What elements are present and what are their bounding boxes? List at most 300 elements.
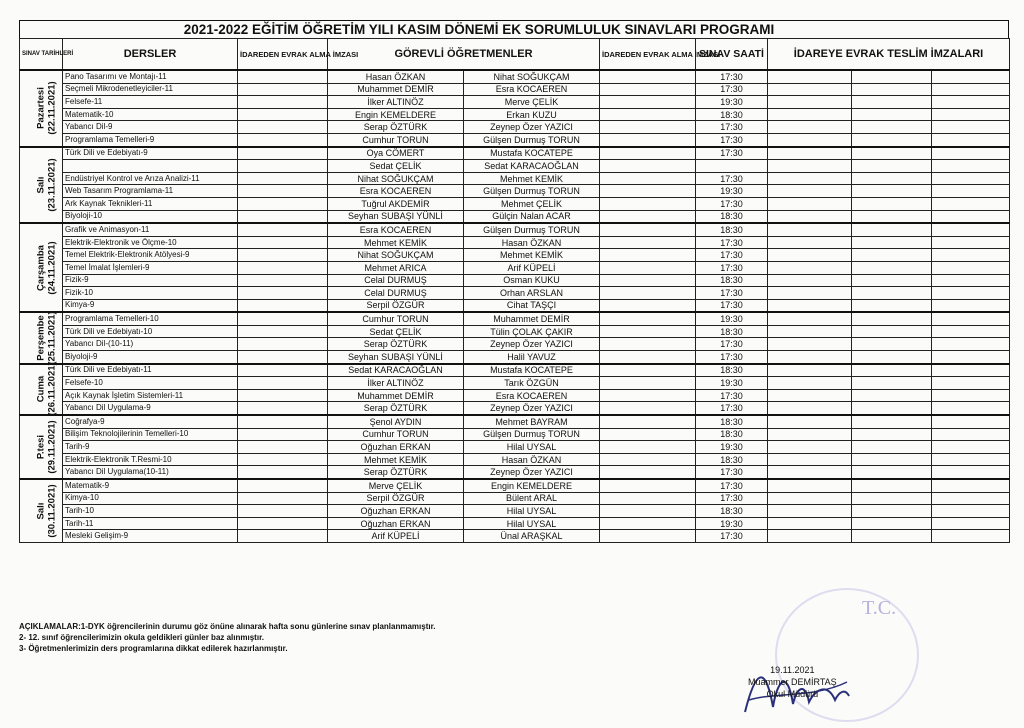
- delivery-signature-cell-3[interactable]: [932, 133, 1010, 146]
- delivery-signature-cell-1[interactable]: [768, 249, 852, 262]
- teacher-2-cell: Esra KOCAEREN: [464, 389, 600, 402]
- exam-time-cell: 17:30: [696, 147, 768, 160]
- delivery-signature-cell-1[interactable]: [768, 479, 852, 492]
- header-lessons: DERSLER: [63, 39, 238, 71]
- schedule-table: [19, 38, 1010, 543]
- delivery-signature-cell-3[interactable]: [932, 338, 1010, 351]
- exam-time-cell: 18:30: [696, 415, 768, 428]
- table-row: [20, 338, 1010, 351]
- delivery-signature-cell-3[interactable]: [932, 517, 1010, 530]
- pickup-signature-cell-1[interactable]: [238, 364, 328, 377]
- table-header-row: [20, 39, 1010, 71]
- delivery-signature-cell-1[interactable]: [768, 441, 852, 454]
- delivery-signature-cell-1[interactable]: [768, 121, 852, 134]
- pickup-signature-cell-1[interactable]: [238, 160, 328, 173]
- delivery-signature-cell-2[interactable]: [852, 389, 932, 402]
- pickup-signature-cell-2[interactable]: [600, 197, 696, 210]
- pickup-signature-cell-2[interactable]: [600, 505, 696, 518]
- delivery-signature-cell-3[interactable]: [932, 210, 1010, 223]
- delivery-signature-cell-1[interactable]: [768, 223, 852, 236]
- page-title: 2021-2022 EĞİTİM ÖĞRETİM YILI KASIM DÖNEMİ EK SORUMLULUK SINAVLARI PROGRAMI: [19, 20, 1009, 38]
- delivery-signature-cell-1[interactable]: [768, 83, 852, 96]
- delivery-signature-cell-1[interactable]: [768, 338, 852, 351]
- delivery-signature-cell-1[interactable]: [768, 185, 852, 198]
- pickup-signature-cell-1[interactable]: [238, 299, 328, 312]
- pickup-signature-cell-1[interactable]: [238, 121, 328, 134]
- delivery-signature-cell-2[interactable]: [852, 402, 932, 415]
- delivery-signature-cell-2[interactable]: [852, 466, 932, 479]
- lesson-cell: Felsefe-10: [63, 377, 238, 390]
- delivery-signature-cell-1[interactable]: [768, 466, 852, 479]
- pickup-signature-cell-1[interactable]: [238, 236, 328, 249]
- lesson-cell: Biyoloji-10: [63, 210, 238, 223]
- exam-time-cell: 19:30: [696, 312, 768, 325]
- exam-time-cell: 19:30: [696, 96, 768, 109]
- teacher-2-cell: Mustafa KOCATEPE: [464, 147, 600, 160]
- delivery-signature-cell-2[interactable]: [852, 453, 932, 466]
- pickup-signature-cell-2[interactable]: [600, 479, 696, 492]
- pickup-signature-cell-2[interactable]: [600, 185, 696, 198]
- delivery-signature-cell-3[interactable]: [932, 249, 1010, 262]
- exam-time-cell: 18:30: [696, 274, 768, 287]
- delivery-signature-cell-3[interactable]: [932, 389, 1010, 402]
- teacher-1-cell: Nihat SOĞUKÇAM: [328, 172, 464, 185]
- teacher-1-cell: Mehmet KEMİK: [328, 453, 464, 466]
- delivery-signature-cell-3[interactable]: [932, 299, 1010, 312]
- pickup-signature-cell-2[interactable]: [600, 351, 696, 364]
- table-row: [20, 147, 1010, 160]
- teacher-1-cell: Merve ÇELİK: [328, 479, 464, 492]
- exam-time-cell: 19:30: [696, 517, 768, 530]
- pickup-signature-cell-1[interactable]: [238, 96, 328, 109]
- delivery-signature-cell-3[interactable]: [932, 172, 1010, 185]
- delivery-signature-cell-2[interactable]: [852, 530, 932, 543]
- delivery-signature-cell-2[interactable]: [852, 287, 932, 300]
- delivery-signature-cell-1[interactable]: [768, 377, 852, 390]
- exam-time-cell: 17:30: [696, 121, 768, 134]
- delivery-signature-cell-2[interactable]: [852, 505, 932, 518]
- delivery-signature-cell-1[interactable]: [768, 236, 852, 249]
- delivery-signature-cell-1[interactable]: [768, 197, 852, 210]
- delivery-signature-cell-3[interactable]: [932, 197, 1010, 210]
- pickup-signature-cell-1[interactable]: [238, 505, 328, 518]
- pickup-signature-cell-2[interactable]: [600, 287, 696, 300]
- lesson-cell: Türk Dili ve Edebiyatı-10: [63, 325, 238, 338]
- pickup-signature-cell-2[interactable]: [600, 249, 696, 262]
- table-row: [20, 453, 1010, 466]
- teacher-2-cell: Zeynep Özer YAZICI: [464, 338, 600, 351]
- pickup-signature-cell-1[interactable]: [238, 338, 328, 351]
- table-row: [20, 197, 1010, 210]
- header-exam-dates: SINAV TARİHLERİ: [20, 39, 63, 71]
- lesson-cell: Tarih-9: [63, 441, 238, 454]
- note-1: 1-DYK öğrencilerinin durumu göz önüne alınarak hafta sonu günlerine sınav planlanmamıştır.: [80, 622, 436, 631]
- exam-time-cell: 17:30: [696, 466, 768, 479]
- delivery-signature-cell-2[interactable]: [852, 236, 932, 249]
- pickup-signature-cell-2[interactable]: [600, 299, 696, 312]
- delivery-signature-cell-3[interactable]: [932, 428, 1010, 441]
- pickup-signature-cell-1[interactable]: [238, 466, 328, 479]
- delivery-signature-cell-1[interactable]: [768, 70, 852, 83]
- lesson-cell: Yabancı Dil-(10-11): [63, 338, 238, 351]
- day-name: Perşembe: [35, 315, 47, 361]
- delivery-signature-cell-2[interactable]: [852, 325, 932, 338]
- delivery-signature-cell-1[interactable]: [768, 210, 852, 223]
- delivery-signature-cell-1[interactable]: [768, 287, 852, 300]
- day-date: (26.11.2021): [46, 362, 58, 417]
- delivery-signature-cell-2[interactable]: [852, 133, 932, 146]
- pickup-signature-cell-1[interactable]: [238, 70, 328, 83]
- delivery-signature-cell-2[interactable]: [852, 274, 932, 287]
- delivery-signature-cell-2[interactable]: [852, 377, 932, 390]
- exam-time-cell: 19:30: [696, 185, 768, 198]
- pickup-signature-cell-2[interactable]: [600, 364, 696, 377]
- pickup-signature-cell-1[interactable]: [238, 172, 328, 185]
- teacher-2-cell: Esra KOCAEREN: [464, 83, 600, 96]
- teacher-1-cell: Serap ÖZTÜRK: [328, 466, 464, 479]
- pickup-signature-cell-2[interactable]: [600, 147, 696, 160]
- delivery-signature-cell-3[interactable]: [932, 70, 1010, 83]
- delivery-signature-cell-3[interactable]: [932, 312, 1010, 325]
- schedule-sheet: [19, 20, 1009, 543]
- delivery-signature-cell-3[interactable]: [932, 236, 1010, 249]
- delivery-signature-cell-3[interactable]: [932, 530, 1010, 543]
- teacher-1-cell: İlker ALTINÖZ: [328, 96, 464, 109]
- pickup-signature-cell-1[interactable]: [238, 287, 328, 300]
- delivery-signature-cell-2[interactable]: [852, 441, 932, 454]
- pickup-signature-cell-2[interactable]: [600, 274, 696, 287]
- pickup-signature-cell-1[interactable]: [238, 249, 328, 262]
- pickup-signature-cell-1[interactable]: [238, 428, 328, 441]
- pickup-signature-cell-1[interactable]: [238, 377, 328, 390]
- pickup-signature-cell-2[interactable]: [600, 466, 696, 479]
- delivery-signature-cell-3[interactable]: [932, 402, 1010, 415]
- table-row: [20, 530, 1010, 543]
- lesson-cell: Kimya-9: [63, 299, 238, 312]
- pickup-signature-cell-2[interactable]: [600, 389, 696, 402]
- delivery-signature-cell-2[interactable]: [852, 197, 932, 210]
- pickup-signature-cell-1[interactable]: [238, 530, 328, 543]
- day-name: Salı: [35, 176, 47, 194]
- pickup-signature-cell-1[interactable]: [238, 261, 328, 274]
- teacher-1-cell: Seyhan SUBAŞI YÜNLİ: [328, 351, 464, 364]
- teacher-1-cell: Hasan ÖZKAN: [328, 70, 464, 83]
- teacher-2-cell: Nihat SOĞUKÇAM: [464, 70, 600, 83]
- delivery-signature-cell-1[interactable]: [768, 517, 852, 530]
- teacher-2-cell: Mehmet BAYRAM: [464, 415, 600, 428]
- teacher-1-cell: Cumhur TORUN: [328, 312, 464, 325]
- teacher-2-cell: Zeynep Özer YAZICI: [464, 466, 600, 479]
- delivery-signature-cell-1[interactable]: [768, 147, 852, 160]
- lesson-cell: Yabancı Dil Uygulama-9: [63, 402, 238, 415]
- delivery-signature-cell-1[interactable]: [768, 351, 852, 364]
- delivery-signature-cell-3[interactable]: [932, 160, 1010, 173]
- pickup-signature-cell-2[interactable]: [600, 108, 696, 121]
- lesson-cell: Web Tasarım Programlama-11: [63, 185, 238, 198]
- delivery-signature-cell-1[interactable]: [768, 299, 852, 312]
- delivery-signature-cell-2[interactable]: [852, 492, 932, 505]
- delivery-signature-cell-3[interactable]: [932, 415, 1010, 428]
- delivery-signature-cell-2[interactable]: [852, 415, 932, 428]
- pickup-signature-cell-2[interactable]: [600, 530, 696, 543]
- exam-time-cell: 19:30: [696, 441, 768, 454]
- delivery-signature-cell-1[interactable]: [768, 505, 852, 518]
- exam-time-cell: 17:30: [696, 172, 768, 185]
- pickup-signature-cell-2[interactable]: [600, 236, 696, 249]
- pickup-signature-cell-2[interactable]: [600, 261, 696, 274]
- delivery-signature-cell-3[interactable]: [932, 185, 1010, 198]
- pickup-signature-cell-1[interactable]: [238, 479, 328, 492]
- pickup-signature-cell-2[interactable]: [600, 415, 696, 428]
- exam-time-cell: 18:30: [696, 428, 768, 441]
- pickup-signature-cell-1[interactable]: [238, 517, 328, 530]
- delivery-signature-cell-1[interactable]: [768, 274, 852, 287]
- pickup-signature-cell-2[interactable]: [600, 453, 696, 466]
- table-row: [20, 133, 1010, 146]
- pickup-signature-cell-1[interactable]: [238, 197, 328, 210]
- delivery-signature-cell-3[interactable]: [932, 441, 1010, 454]
- pickup-signature-cell-2[interactable]: [600, 121, 696, 134]
- day-cell: [20, 70, 63, 147]
- day-label: [36, 158, 58, 211]
- pickup-signature-cell-2[interactable]: [600, 223, 696, 236]
- pickup-signature-cell-1[interactable]: [238, 185, 328, 198]
- exam-time-cell: 17:30: [696, 197, 768, 210]
- delivery-signature-cell-2[interactable]: [852, 210, 932, 223]
- delivery-signature-cell-2[interactable]: [852, 172, 932, 185]
- pickup-signature-cell-2[interactable]: [600, 83, 696, 96]
- pickup-signature-cell-1[interactable]: [238, 415, 328, 428]
- teacher-2-cell: Arif KÜPELİ: [464, 261, 600, 274]
- teacher-2-cell: Erkan KUZU: [464, 108, 600, 121]
- day-label: [36, 241, 58, 294]
- delivery-signature-cell-1[interactable]: [768, 389, 852, 402]
- delivery-signature-cell-2[interactable]: [852, 428, 932, 441]
- teacher-1-cell: Sedat KARACAOĞLAN: [328, 364, 464, 377]
- pickup-signature-cell-1[interactable]: [238, 133, 328, 146]
- delivery-signature-cell-2[interactable]: [852, 121, 932, 134]
- delivery-signature-cell-3[interactable]: [932, 108, 1010, 121]
- pickup-signature-cell-2[interactable]: [600, 517, 696, 530]
- pickup-signature-cell-1[interactable]: [238, 441, 328, 454]
- teacher-2-cell: Orhan ARSLAN: [464, 287, 600, 300]
- exam-time-cell: 17:30: [696, 299, 768, 312]
- delivery-signature-cell-2[interactable]: [852, 147, 932, 160]
- pickup-signature-cell-2[interactable]: [600, 377, 696, 390]
- delivery-signature-cell-3[interactable]: [932, 121, 1010, 134]
- delivery-signature-cell-1[interactable]: [768, 108, 852, 121]
- teacher-2-cell: Hilal UYSAL: [464, 505, 600, 518]
- delivery-signature-cell-2[interactable]: [852, 223, 932, 236]
- pickup-signature-cell-1[interactable]: [238, 351, 328, 364]
- delivery-signature-cell-3[interactable]: [932, 223, 1010, 236]
- teacher-2-cell: Engin KEMELDERE: [464, 479, 600, 492]
- lesson-cell: Mesleki Gelişim-9: [63, 530, 238, 543]
- delivery-signature-cell-2[interactable]: [852, 479, 932, 492]
- pickup-signature-cell-1[interactable]: [238, 108, 328, 121]
- teacher-2-cell: Hilal UYSAL: [464, 517, 600, 530]
- table-row: [20, 505, 1010, 518]
- pickup-signature-cell-1[interactable]: [238, 453, 328, 466]
- lesson-cell: Matematik-10: [63, 108, 238, 121]
- pickup-signature-cell-1[interactable]: [238, 389, 328, 402]
- delivery-signature-cell-1[interactable]: [768, 312, 852, 325]
- lesson-cell: Programlama Temelleri-9: [63, 133, 238, 146]
- table-row: [20, 160, 1010, 173]
- teacher-1-cell: Celal DURMUŞ: [328, 274, 464, 287]
- day-cell: [20, 223, 63, 312]
- table-row: [20, 428, 1010, 441]
- pickup-signature-cell-1[interactable]: [238, 402, 328, 415]
- lesson-cell: Türk Dili ve Edebiyatı-11: [63, 364, 238, 377]
- delivery-signature-cell-1[interactable]: [768, 453, 852, 466]
- delivery-signature-cell-2[interactable]: [852, 108, 932, 121]
- exam-time-cell: 17:30: [696, 530, 768, 543]
- delivery-signature-cell-3[interactable]: [932, 83, 1010, 96]
- delivery-signature-cell-1[interactable]: [768, 96, 852, 109]
- delivery-signature-cell-3[interactable]: [932, 466, 1010, 479]
- teacher-2-cell: Tarık ÖZGÜN: [464, 377, 600, 390]
- delivery-signature-cell-2[interactable]: [852, 70, 932, 83]
- delivery-signature-cell-3[interactable]: [932, 364, 1010, 377]
- day-name: Salı: [35, 502, 47, 520]
- teacher-2-cell: Zeynep Özer YAZICI: [464, 402, 600, 415]
- table-row: [20, 287, 1010, 300]
- delivery-signature-cell-2[interactable]: [852, 351, 932, 364]
- teacher-2-cell: Cihat TAŞÇI: [464, 299, 600, 312]
- delivery-signature-cell-1[interactable]: [768, 160, 852, 173]
- delivery-signature-cell-1[interactable]: [768, 492, 852, 505]
- delivery-signature-cell-3[interactable]: [932, 287, 1010, 300]
- delivery-signature-cell-2[interactable]: [852, 312, 932, 325]
- delivery-signature-cell-3[interactable]: [932, 96, 1010, 109]
- exam-time-cell: 17:30: [696, 338, 768, 351]
- pickup-signature-cell-1[interactable]: [238, 210, 328, 223]
- pickup-signature-cell-2[interactable]: [600, 172, 696, 185]
- delivery-signature-cell-3[interactable]: [932, 325, 1010, 338]
- delivery-signature-cell-2[interactable]: [852, 83, 932, 96]
- exam-time-cell: 18:30: [696, 505, 768, 518]
- teacher-2-cell: Mehmet KEMİK: [464, 249, 600, 262]
- delivery-signature-cell-2[interactable]: [852, 299, 932, 312]
- delivery-signature-cell-2[interactable]: [852, 517, 932, 530]
- pickup-signature-cell-2[interactable]: [600, 492, 696, 505]
- delivery-signature-cell-3[interactable]: [932, 351, 1010, 364]
- delivery-signature-cell-2[interactable]: [852, 96, 932, 109]
- delivery-signature-cell-2[interactable]: [852, 261, 932, 274]
- exam-time-cell: 17:30: [696, 479, 768, 492]
- teacher-2-cell: Gülşen Durmuş TORUN: [464, 133, 600, 146]
- table-row: [20, 364, 1010, 377]
- pickup-signature-cell-2[interactable]: [600, 441, 696, 454]
- pickup-signature-cell-2[interactable]: [600, 160, 696, 173]
- header-delivery-signatures: İDAREYE EVRAK TESLİM İMZALARI: [768, 39, 1010, 71]
- note-3: 3- Öğretmenlerimizin ders programlarına dikkat edilerek hazırlanmıştır.: [19, 644, 288, 653]
- delivery-signature-cell-2[interactable]: [852, 185, 932, 198]
- table-row: [20, 325, 1010, 338]
- pickup-signature-cell-2[interactable]: [600, 338, 696, 351]
- day-cell: [20, 312, 63, 363]
- delivery-signature-cell-3[interactable]: [932, 377, 1010, 390]
- delivery-signature-cell-3[interactable]: [932, 274, 1010, 287]
- exam-time-cell: 18:30: [696, 223, 768, 236]
- delivery-signature-cell-3[interactable]: [932, 261, 1010, 274]
- day-name: Pazartesi: [35, 87, 47, 130]
- delivery-signature-cell-1[interactable]: [768, 428, 852, 441]
- pickup-signature-cell-1[interactable]: [238, 223, 328, 236]
- table-row: [20, 210, 1010, 223]
- lesson-cell: Ark Kaynak Teknikleri-11: [63, 197, 238, 210]
- delivery-signature-cell-1[interactable]: [768, 325, 852, 338]
- pickup-signature-cell-1[interactable]: [238, 492, 328, 505]
- delivery-signature-cell-1[interactable]: [768, 402, 852, 415]
- teacher-1-cell: Sedat ÇELİK: [328, 160, 464, 173]
- table-row: [20, 83, 1010, 96]
- delivery-signature-cell-2[interactable]: [852, 364, 932, 377]
- teacher-1-cell: Serap ÖZTÜRK: [328, 402, 464, 415]
- teacher-2-cell: Sedat KARACAOĞLAN: [464, 160, 600, 173]
- delivery-signature-cell-1[interactable]: [768, 415, 852, 428]
- pickup-signature-cell-2[interactable]: [600, 210, 696, 223]
- pickup-signature-cell-1[interactable]: [238, 147, 328, 160]
- teacher-1-cell: Esra KOCAEREN: [328, 223, 464, 236]
- note-2: 2- 12. sınıf öğrencilerimizin okula geldikleri günler baz alınmıştır.: [19, 633, 264, 642]
- lesson-cell: Açık Kaynak İşletim Sistemleri-11: [63, 389, 238, 402]
- pickup-signature-cell-1[interactable]: [238, 325, 328, 338]
- delivery-signature-cell-1[interactable]: [768, 364, 852, 377]
- delivery-signature-cell-3[interactable]: [932, 505, 1010, 518]
- lesson-cell: Tarih-11: [63, 517, 238, 530]
- table-row: [20, 249, 1010, 262]
- pickup-signature-cell-2[interactable]: [600, 402, 696, 415]
- pickup-signature-cell-2[interactable]: [600, 133, 696, 146]
- pickup-signature-cell-2[interactable]: [600, 428, 696, 441]
- delivery-signature-cell-2[interactable]: [852, 160, 932, 173]
- table-row: [20, 223, 1010, 236]
- delivery-signature-cell-1[interactable]: [768, 261, 852, 274]
- teacher-1-cell: Sedat ÇELİK: [328, 325, 464, 338]
- delivery-signature-cell-1[interactable]: [768, 172, 852, 185]
- delivery-signature-cell-2[interactable]: [852, 338, 932, 351]
- pickup-signature-cell-1[interactable]: [238, 312, 328, 325]
- delivery-signature-cell-3[interactable]: [932, 492, 1010, 505]
- pickup-signature-cell-2[interactable]: [600, 312, 696, 325]
- pickup-signature-cell-1[interactable]: [238, 274, 328, 287]
- signature-date: 19.11.2021: [770, 665, 815, 675]
- delivery-signature-cell-3[interactable]: [932, 453, 1010, 466]
- delivery-signature-cell-1[interactable]: [768, 530, 852, 543]
- delivery-signature-cell-1[interactable]: [768, 133, 852, 146]
- lesson-cell: Felsefe-11: [63, 96, 238, 109]
- lesson-cell: Kimya-10: [63, 492, 238, 505]
- lesson-cell: Coğrafya-9: [63, 415, 238, 428]
- teacher-1-cell: Mehmet KEMİK: [328, 236, 464, 249]
- teacher-2-cell: Gülşen Durmuş TORUN: [464, 185, 600, 198]
- pickup-signature-cell-2[interactable]: [600, 325, 696, 338]
- pickup-signature-cell-2[interactable]: [600, 96, 696, 109]
- pickup-signature-cell-1[interactable]: [238, 83, 328, 96]
- delivery-signature-cell-2[interactable]: [852, 249, 932, 262]
- lesson-cell: Temel İmalat İşlemleri-9: [63, 261, 238, 274]
- teacher-2-cell: Hilal UYSAL: [464, 441, 600, 454]
- pickup-signature-cell-2[interactable]: [600, 70, 696, 83]
- teacher-2-cell: Mehmet ÇELİK: [464, 197, 600, 210]
- teacher-2-cell: Gülçin Nalan ACAR: [464, 210, 600, 223]
- exam-time-cell: 17:30: [696, 133, 768, 146]
- day-date: (30.11.2021): [46, 484, 58, 538]
- delivery-signature-cell-3[interactable]: [932, 147, 1010, 160]
- delivery-signature-cell-3[interactable]: [932, 479, 1010, 492]
